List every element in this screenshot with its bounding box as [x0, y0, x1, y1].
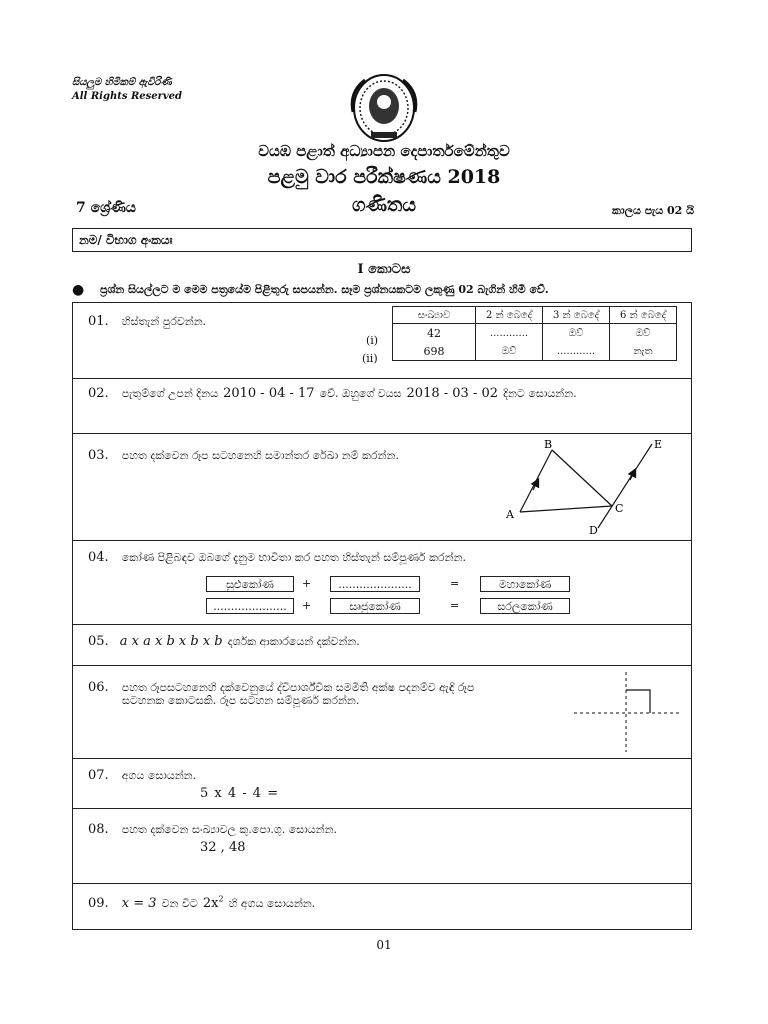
- part-title: I කොටස: [357, 262, 411, 277]
- name-index-field[interactable]: [72, 228, 692, 252]
- question-text: අගය සොයන්න.: [121, 769, 197, 782]
- question-03: [88, 444, 399, 463]
- expression: a x a x b x b x b: [119, 634, 223, 649]
- question-number: 05.: [88, 634, 109, 649]
- question-06: [88, 676, 474, 695]
- line-bc: [552, 450, 612, 506]
- question-divider: [72, 540, 692, 541]
- question-text: දර්ශක ආකාරයෙන් දක්වන්න.: [227, 635, 360, 648]
- line-de: [598, 444, 652, 528]
- answer-blank[interactable]: .....................: [330, 576, 420, 592]
- table-cell: ඔව්: [543, 324, 610, 343]
- question-divider: [72, 433, 692, 434]
- grade-label: 7 ශ්‍රේණිය: [76, 200, 136, 216]
- symmetry-diagram: [574, 672, 680, 752]
- question-09: [88, 892, 315, 911]
- exam-title: පළමු වාර පරීක්ෂණය 2018: [267, 166, 501, 188]
- expression: 5 x 4 - 4 =: [200, 786, 280, 801]
- row-label: (ii): [362, 352, 378, 365]
- answer-blank[interactable]: .....................: [206, 598, 294, 614]
- rights-en: All Rights Reserved: [72, 91, 183, 102]
- question-number: 03.: [88, 448, 109, 463]
- rights-si: සියලුම හිමිකම් ඇවිරිණි: [72, 77, 172, 88]
- table-header: 6 න් බෙදේ: [610, 307, 677, 324]
- emblem-icon: [345, 72, 423, 144]
- answer-blank[interactable]: ............: [476, 324, 543, 343]
- table-header: සංඛ්‍යාව: [393, 307, 476, 324]
- question-text: වන විට: [161, 897, 198, 910]
- angle-term: සරලකෝණ: [480, 598, 570, 614]
- answer-blank[interactable]: ............: [543, 342, 610, 361]
- line-ac: [520, 506, 612, 512]
- table-header: 3 න් බෙදේ: [543, 307, 610, 324]
- line-ab: [520, 450, 552, 512]
- part-instruction: ප්‍රශ්න සියල්ලට ම මෙම පත්‍රයේම පිළිතුරු සපයන්න. සෑම ප්‍රශ්නයකටම ලකුණු 02 බැගින් හිමි වේ.: [100, 283, 549, 296]
- question-08: [88, 818, 337, 837]
- question-number: 06.: [88, 680, 109, 695]
- question-number: 07.: [88, 768, 109, 783]
- table-cell: ඔව්: [476, 342, 543, 361]
- angle-term: මහාකෝණ: [480, 576, 570, 592]
- question-number: 08.: [88, 822, 109, 837]
- question-text: පහත රූපසටහනෙහි දක්වෙනුයේ ද්විපාර්ශ්වික සමමිති අක්ෂ පදනම්ව ඇඳි රූප: [121, 681, 475, 694]
- question-divider: [72, 665, 692, 666]
- table-cell: 698: [393, 342, 476, 361]
- question-text: දිනට සොයන්න.: [503, 387, 577, 400]
- question-number: 04.: [88, 550, 109, 565]
- department-name: වයඹ පළාත් අධ්‍යාපන දෙපාර්තමේන්තුව: [258, 142, 510, 160]
- row-label: (i): [366, 334, 379, 347]
- parallel-lines-diagram: [500, 436, 680, 540]
- question-divider: [72, 808, 692, 809]
- equals-sign: =: [450, 599, 460, 612]
- table-cell: නැත: [610, 342, 677, 361]
- question-text: පහත දක්වෙන රූප සටහනෙහි සමාන්තර රේඛා නම් කරන්න.: [121, 449, 399, 462]
- question-text: හිස්තැන් පුරවන්න.: [121, 315, 207, 328]
- angle-term: සුළුකෝණ: [206, 576, 294, 592]
- birth-date: 2010 - 04 - 17: [223, 386, 315, 401]
- question-07: [88, 764, 196, 783]
- question-02: [88, 382, 577, 401]
- point-label-b: B: [544, 438, 553, 451]
- rights-notice: [72, 76, 182, 104]
- table-cell: 42: [393, 324, 476, 343]
- condition: x = 3: [121, 896, 157, 911]
- question-text: හි අගය සොයන්න.: [228, 897, 316, 910]
- question-text: පහත දක්වෙන සංඛ්‍යාවල කු.පො.ගු. සොයන්න.: [121, 823, 338, 836]
- question-divider: [72, 883, 692, 884]
- question-text: සටහනක කොටසකි. රූප සටහන සම්පූර්ණ කරන්න.: [122, 694, 360, 707]
- point-label-a: A: [506, 508, 514, 521]
- question-04: [88, 546, 466, 565]
- question-text: කෝණ පිළිබඳව ඔබගේ දැනුම භාවිතා කර පහත හිස්තැන් සම්පූර්ණ කරන්න.: [121, 551, 467, 564]
- angle-term: සෘජුකෝණ: [330, 598, 420, 614]
- bullet-icon: ●: [72, 282, 85, 298]
- point-label-c: C: [615, 502, 624, 515]
- table-row: [393, 324, 677, 343]
- question-text: පැතුම්ගේ උපන් දිනය: [121, 387, 218, 400]
- question-number: 02.: [88, 386, 109, 401]
- subject-title: ගණිතය: [351, 194, 416, 216]
- parallel-arrow-icon: [630, 472, 634, 480]
- question-divider: [72, 624, 692, 625]
- question-divider: [72, 378, 692, 379]
- table-row: [393, 342, 677, 361]
- question-number: 09.: [88, 896, 109, 911]
- plus-sign: +: [302, 577, 312, 590]
- number-values: 32 , 48: [200, 840, 246, 855]
- table-cell: ඔව්: [610, 324, 677, 343]
- expression-base: 2x: [202, 896, 219, 911]
- target-date: 2018 - 03 - 02: [406, 386, 499, 401]
- question-01: [88, 310, 206, 329]
- name-index-label: නම/ විභාග අංකයඃ: [79, 233, 173, 247]
- shape-part: [626, 690, 650, 713]
- page-number: 01: [376, 938, 392, 952]
- divisibility-table: [392, 306, 677, 361]
- expression-exponent: 2: [218, 894, 224, 904]
- question-05: [88, 630, 360, 649]
- table-header-row: [393, 307, 677, 324]
- question-text: වේ. ඔහුගේ වයස: [319, 387, 402, 400]
- point-label-d: D: [589, 524, 598, 537]
- equals-sign: =: [450, 577, 460, 590]
- time-allowed: කාලය පැය 02 යි: [612, 204, 694, 217]
- expression: [203, 896, 224, 911]
- plus-sign: +: [302, 599, 312, 612]
- question-number: 01.: [88, 314, 109, 329]
- question-divider: [72, 758, 692, 759]
- point-label-e: E: [654, 438, 663, 451]
- table-header: 2 න් බෙදේ: [476, 307, 543, 324]
